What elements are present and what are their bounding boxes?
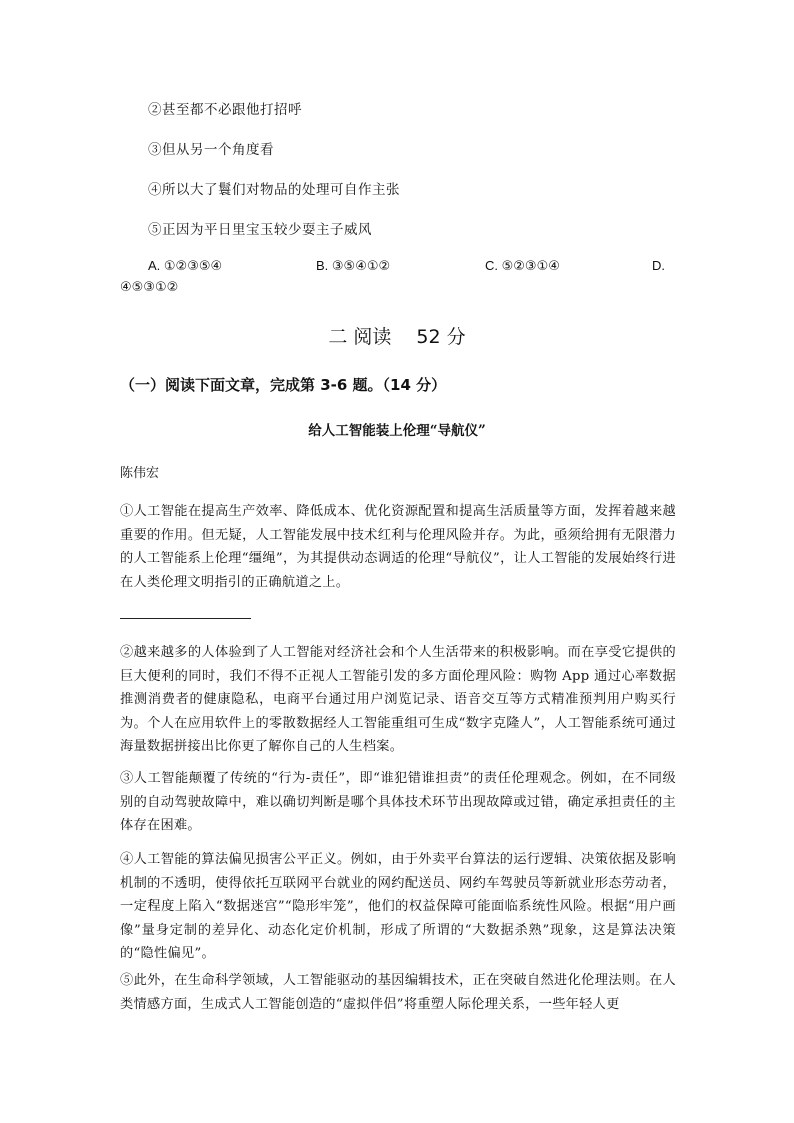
option-2: ②甚至都不必跟他打招呼 <box>148 102 302 118</box>
article-title: 给人工智能装上伦理“导航仪” <box>308 423 486 439</box>
answer-choice-a: A. ①②③⑤④ <box>148 258 223 273</box>
section-title: 二 阅读 52 分 <box>328 326 466 348</box>
article-paragraph-2: ②越来越多的人体验到了人工智能对经济社会和个人生活带来的积极影响。而在享受它提供的巨大便利的同时，我们不得不正视人工智能引发的多方面伦理风险：购物 App 通过心率数据推测消费者的健康隐私，电商平台通过用户浏览记录、语音交互等方式精准预判用户购买行为。个人在应用软件上的零散数据经人工智能重组可生成“数字克隆人”，人工智能系统可通过海量数据拼接出比你更了解你自己的人生档案。 <box>120 645 676 754</box>
article-paragraph-5: ⑤此外，在生命科学领域，人工智能驱动的基因编辑技术，正在突破自然进化伦理法则。在人类情感方面，生成式人工智能创造的“虚拟伴侣”将重塑人际伦理关系，一些年轻人更 <box>120 973 676 1012</box>
option-5: ⑤正因为平日里宝玉较少耍主子威风 <box>148 222 372 238</box>
answer-choice-d-label: D. <box>652 258 665 273</box>
answer-choice-b: B. ③⑤④①② <box>316 258 391 273</box>
article-author: 陈伟宏 <box>120 466 160 481</box>
article-paragraph-4: ④人工智能的算法偏见损害公平正义。例如，由于外卖平台算法的运行逻辑、决策依据及影响机制的不透明，使得依托互联网平台就业的网约配送员、网约车驾驶员等新就业形态劳动者，一定程度上陷入“数据迷宫”“隐形牢笼”，他们的权益保障可能面临系统性风险。根据“用户画像”量身定制的差异化、动态化定价机制，形成了所谓的“大数据杀熟”现象，这是算法决策的“隐性偏见”。 <box>120 852 676 961</box>
option-4: ④所以大了鬟们对物品的处理可自作主张 <box>148 182 400 198</box>
article-paragraph-1: ①人工智能在提高生产效率、降低成本、优化资源配置和提高生活质量等方面，发挥着越来越重要的作用。但无疑，人工智能发展中技术红利与伦理风险并存。为此，亟须给拥有无限潜力的人工智能系上伦理“缰绳”，为其提供动态调适的伦理“导航仪”，让人工智能的发展始终行进在人类伦理文明指引的正确航道之上。 <box>120 504 676 590</box>
article-paragraph-3: ③人工智能颠覆了传统的“行为-责任”，即“谁犯错谁担责”的责任伦理观念。例如，在不同级别的自动驾驶故障中，难以确切判断是哪个具体技术环节出现故障或过错，确定承担责任的主体存在困难。 <box>120 771 676 833</box>
answer-choice-d-value: ④⑤③①② <box>120 279 179 294</box>
question-instruction: （一）阅读下面文章，完成第 3-6 题。（14 分） <box>120 376 447 394</box>
answer-choice-c: C. ⑤②③①④ <box>485 258 560 273</box>
option-3: ③但从另一个角度看 <box>148 142 274 158</box>
footnote-divider <box>120 618 251 619</box>
